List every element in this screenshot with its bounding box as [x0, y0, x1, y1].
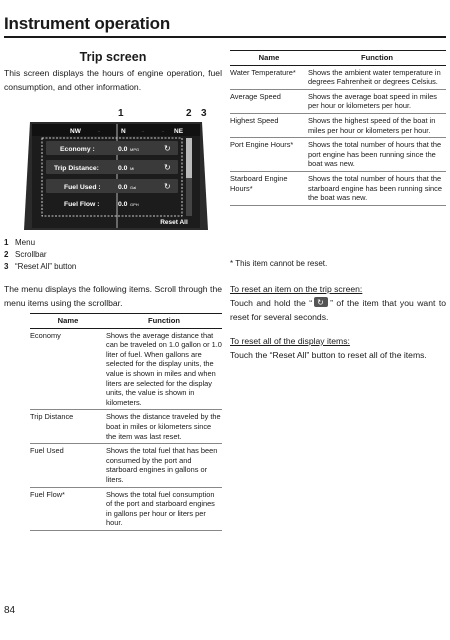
- cell-name: Port Engine Hours*: [230, 138, 308, 172]
- cell-function: Shows the ambient water temperature in degrees Fahrenheit or degrees Celsius.: [308, 65, 446, 89]
- row-value-fuel-used: 0.0: [118, 184, 128, 191]
- reset-icon: [314, 297, 328, 307]
- scrollbar-thumb: [186, 138, 192, 178]
- row-economy: [46, 141, 178, 155]
- menu-description: The menu displays the following items. Scroll through the menu items using the scrollbar.: [4, 284, 222, 308]
- cell-function: Shows the distance traveled by the boat in miles or kilometers since the item was last reset.: [106, 410, 222, 444]
- row-fuel-used: [46, 179, 178, 193]
- reset-icon: ↻: [164, 144, 171, 153]
- row-unit-fuel-flow: GPH: [130, 202, 139, 207]
- legend-num: 2: [4, 250, 9, 259]
- cell-name: Water Temperature*: [230, 65, 308, 89]
- row-trip-distance: [46, 160, 178, 174]
- legend-num: 1: [4, 238, 9, 247]
- row-label-trip-distance: Trip Distance:: [54, 165, 99, 172]
- cell-name: Starboard Engine Hours*: [230, 171, 308, 205]
- compass-n: N: [121, 128, 126, 135]
- compass-nw: NW: [70, 128, 81, 135]
- callout-1: 1: [118, 108, 124, 119]
- col-header-function: Function: [308, 51, 446, 66]
- cell-function: Shows the total number of hours that the starboard engine has been running since the boat was new.: [308, 171, 446, 205]
- col-header-name: Name: [230, 51, 308, 66]
- svg-text:·: ·: [162, 129, 164, 135]
- cell-function: Shows the total fuel consumption of the port and starboard engines in gallons per hour or liters per hour.: [106, 487, 222, 530]
- right-table-wrap: [230, 50, 446, 206]
- row-value-trip-distance: 0.0: [118, 165, 128, 172]
- menu-items-table-continued: [230, 50, 446, 206]
- footnote: * This item cannot be reset.: [230, 259, 328, 268]
- row-value-fuel-flow: 0.0: [118, 201, 128, 208]
- legend-text: Scrollbar: [15, 250, 47, 259]
- reset-item-heading: To reset an item on the trip screen:: [230, 284, 363, 294]
- table-row: [30, 444, 222, 487]
- legend-num: 3: [4, 262, 9, 271]
- cell-function: Shows the total fuel that has been consumed by the port and starboard engines in gallons or liters.: [106, 444, 222, 487]
- row-label-fuel-used: Fuel Used :: [64, 184, 101, 191]
- row-label-fuel-flow: Fuel Flow :: [64, 201, 100, 208]
- row-value-economy: 0.0: [118, 146, 128, 153]
- svg-text:·: ·: [142, 129, 144, 135]
- compass-ne: NE: [174, 128, 184, 135]
- header-rule: [4, 36, 446, 38]
- cell-name: Trip Distance: [30, 410, 106, 444]
- cell-name: Fuel Used: [30, 444, 106, 487]
- section-title: Trip screen: [79, 50, 147, 64]
- left-table-wrap: [30, 313, 222, 531]
- callout-2: 2: [186, 108, 192, 119]
- table-row: [30, 328, 222, 410]
- cell-function: Shows the total number of hours that the port engine has been running since the boat was new.: [308, 138, 446, 172]
- table-row: [230, 113, 446, 137]
- trip-screen-figure: [24, 122, 208, 230]
- col-header-function: Function: [106, 314, 222, 329]
- cell-name: Economy: [30, 328, 106, 410]
- cell-function: Shows the average distance that can be traveled on 1.0 gallon or 1.0 liter of fuel. When gallons are selected for the display units, the value is shown in miles and when liters are selected for the display units, the value is shown in kilometers.: [106, 328, 222, 410]
- reset-icon: ↻: [164, 182, 171, 191]
- row-label-economy: Economy :: [60, 146, 95, 153]
- page-number: 84: [4, 605, 16, 616]
- reset-icon: ↻: [164, 163, 171, 172]
- cell-function: Shows the average boat speed in miles per hour or kilometers per hour.: [308, 89, 446, 113]
- row-unit-economy: MPG: [130, 147, 140, 152]
- reset-all-button: Reset All: [160, 219, 188, 226]
- section-intro: This screen displays the hours of engine operation, fuel consumption, and other information.: [4, 68, 222, 92]
- col-header-name: Name: [30, 314, 106, 329]
- legend-text: “Reset All” button: [15, 262, 77, 271]
- reset-item-text-after: ” of the item that you want to reset for several seconds.: [230, 298, 446, 322]
- table-row: [30, 410, 222, 444]
- page-header: Instrument operation: [4, 14, 171, 33]
- reset-item-text: [230, 296, 446, 324]
- svg-text:·: ·: [98, 129, 100, 135]
- legend-item-3: [4, 262, 222, 274]
- cell-function: Shows the highest speed of the boat in miles per hour or kilometers per hour.: [308, 113, 446, 137]
- reset-all-text: Touch the “Reset All” button to reset all of the items.: [230, 350, 427, 360]
- cell-name: Highest Speed: [230, 113, 308, 137]
- menu-items-table: [30, 313, 222, 531]
- legend-item-1: [4, 238, 222, 250]
- legend-item-2: [4, 250, 222, 262]
- callout-3: 3: [201, 108, 207, 119]
- table-row: [230, 89, 446, 113]
- legend-text: Menu: [15, 238, 36, 247]
- row-unit-fuel-used: Gal: [130, 185, 137, 190]
- cell-name: Fuel Flow*: [30, 487, 106, 530]
- reset-item-text-before: Touch and hold the “: [230, 298, 313, 308]
- row-unit-trip-distance: Mi: [130, 166, 135, 171]
- cell-name: Average Speed: [230, 89, 308, 113]
- table-row: [230, 171, 446, 205]
- table-row: [30, 487, 222, 530]
- reset-all-heading: To reset all of the display items:: [230, 336, 350, 346]
- table-row: [230, 65, 446, 89]
- table-row: [230, 138, 446, 172]
